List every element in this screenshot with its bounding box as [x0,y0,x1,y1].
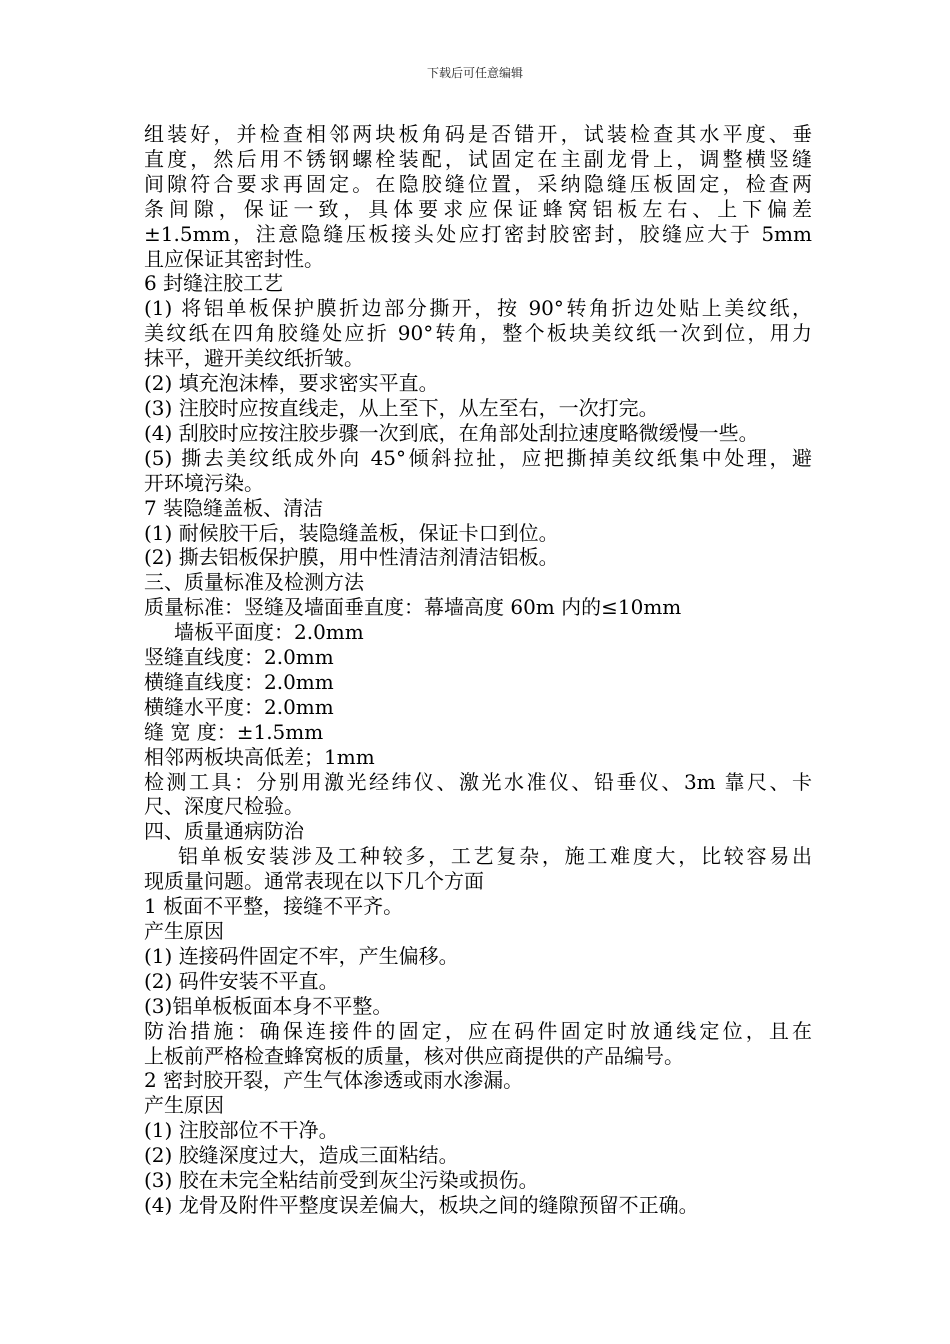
text-line: 且应保证其密封性。 [144,246,324,271]
text-line: (1) 连接码件固定不牢，产生偏移。 [144,943,459,968]
text-line: 三、质量标准及检测方法 [144,570,364,595]
text-line: 7 装隐缝盖板、清洁 [144,495,324,520]
text-line: (4) 刮胶时应按注胶步骤一次到底，在角部处刮拉速度略微缓慢一些。 [144,420,759,445]
text-line: 上板前严格检查蜂窝板的质量，核对供应商提供的产品编号。 [144,1043,684,1068]
text-line: 产生原因 [144,919,224,943]
text-line: 2 密封胶开裂，产生气体渗透或雨水渗漏。 [144,1068,524,1093]
text-line: 尺、深度尺检验。 [144,794,304,819]
text-line: 检测工具：分别用激光经纬仪、激光水准仪、铅垂仪、3m 靠尺、卡 [144,769,812,794]
text-line: 四、质量通病防治 [144,819,304,844]
text-line: ±1.5mm，注意隐缝压板接头处应打密封胶密封，胶缝应大于 5mm [144,221,812,246]
text-line: 直度，然后用不锈钢螺栓装配，试固定在主副龙骨上，调整横竖缝 [144,146,812,171]
text-line: 缝 宽 度：±1.5mm [144,719,324,744]
text-line: 开环境污染。 [144,470,264,495]
text-line: (1) 将铝单板保护膜折边部分撕开，按 90°转角折边处贴上美纹纸， [144,296,812,321]
text-line: 横缝直线度：2.0mm [144,669,334,694]
text-line: 抹平，避开美纹纸折皱。 [144,346,364,371]
text-line: 条间隙，保证一致，具体要求应保证蜂窝铝板左右、上下偏差 [144,196,812,221]
text-line: (2) 填充泡沫棒，要求密实平直。 [144,371,439,396]
text-line: (3) 注胶时应按直线走，从上至下，从左至右，一次打完。 [144,395,659,420]
text-line: 现质量问题。通常表现在以下几个方面 [144,869,484,894]
text-line: (4) 龙骨及附件平整度误差偏大，板块之间的缝隙预留不正确。 [144,1192,699,1217]
text-line: (2) 码件安装不平直。 [144,968,339,993]
text-line: 质量标准：竖缝及墙面垂直度：幕墙高度 60m 内的≤10mm [144,595,682,620]
text-line: 美纹纸在四角胶缝处应折 90°转角，整个板块美纹纸一次到位，用力 [144,321,812,346]
page-header: 下载后可任意编辑 [426,66,523,80]
document-body [144,122,812,1218]
text-line: 6 封缝注胶工艺 [144,271,284,296]
text-line: 组装好，并检查相邻两块板角码是否错开，试装检查其水平度、垂 [144,122,812,146]
text-line: 横缝水平度：2.0mm [144,694,334,719]
text-line: (2) 撕去铝板保护膜，用中性清洁剂清洁铝板。 [144,545,559,570]
text-line: 相邻两板块高低差；1mm [144,744,375,769]
text-line: 间隙符合要求再固定。在隐胶缝位置，采纳隐缝压板固定，检查两 [144,171,812,196]
text-line: 防治措施：确保连接件的固定，应在码件固定时放通线定位，且在 [144,1018,812,1043]
text-line: 产生原因 [144,1093,224,1118]
text-line: 墙板平面度：2.0mm [174,620,364,645]
text-line: (1) 耐候胶干后，装隐缝盖板，保证卡口到位。 [144,520,559,545]
text-line: (5) 撕去美纹纸成外向 45°倾斜拉扯，应把撕掉美纹纸集中处理，避 [144,445,812,470]
text-line: 1 板面不平整，接缝不平齐。 [144,894,404,919]
text-line: (3) 胶在未完全粘结前受到灰尘污染或损伤。 [144,1168,539,1193]
text-line: (3)铝单板板面本身不平整。 [144,993,393,1018]
text-line: 竖缝直线度：2.0mm [144,645,334,670]
text-line: (2) 胶缝深度过大，造成三面粘结。 [144,1143,459,1168]
text-line: 铝单板安装涉及工种较多，工艺复杂，施工难度大，比较容易出 [178,844,812,869]
text-line: (1) 注胶部位不干净。 [144,1118,339,1143]
